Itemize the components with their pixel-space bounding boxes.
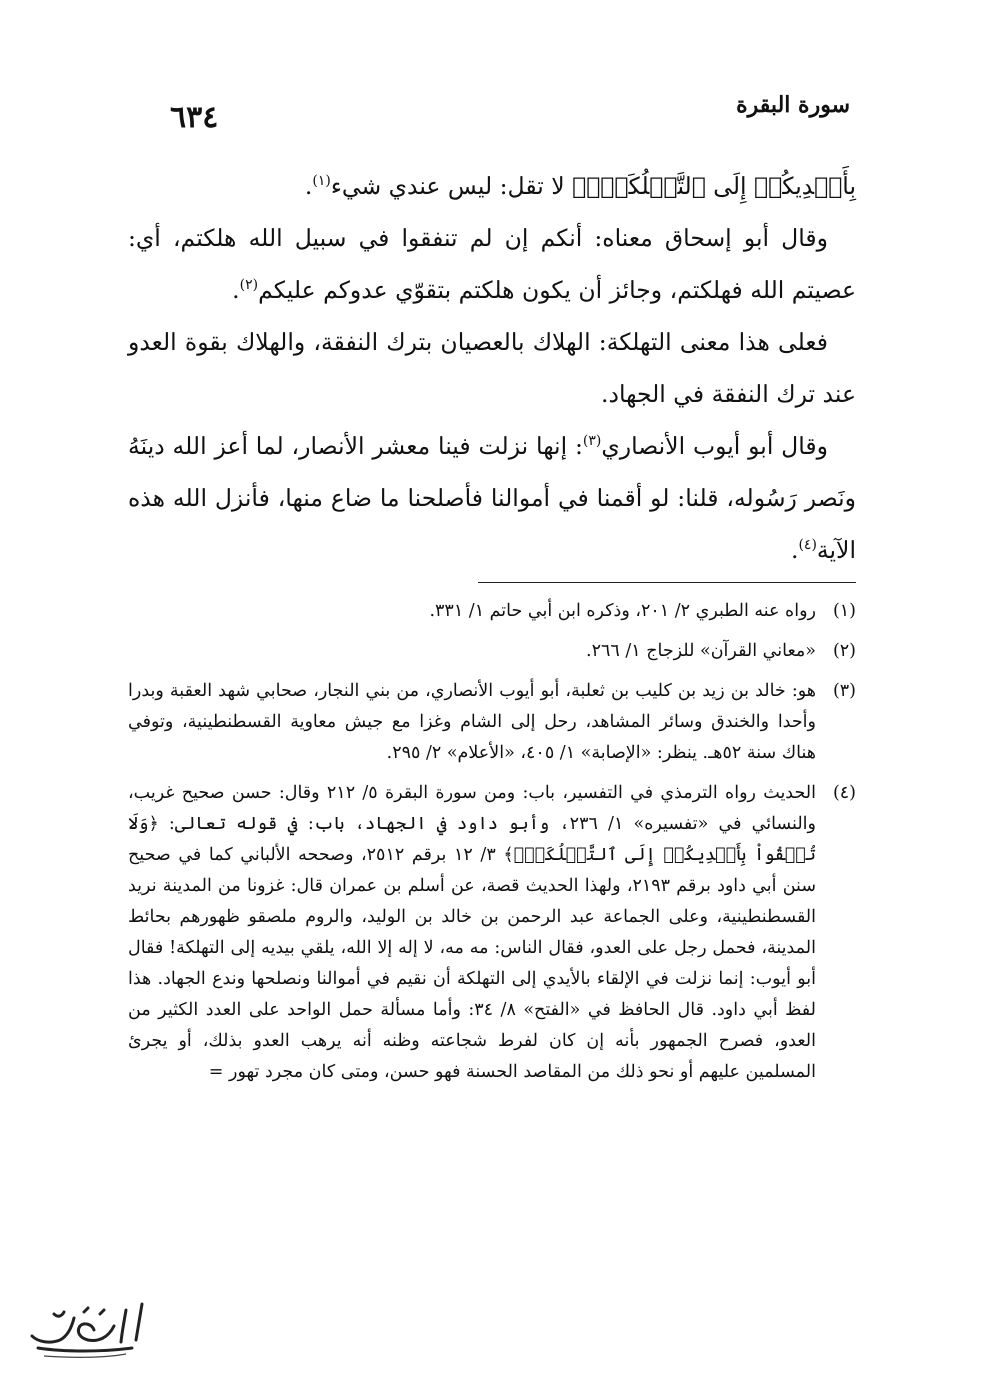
paragraph-2-end: . <box>232 276 240 304</box>
footnote-number: (٣) <box>832 681 856 701</box>
paragraph-2-text: وقال أبو إسحاق معناه: أنكم إن لم تنفقوا في سبيل الله هلكتم، أي: عصيتم الله فهلكتم، وجائز أن يكون هلكتم بتقوّي عدوكم عليكم <box>128 224 856 304</box>
paragraph-1-text: لا تقل: ليس عندي شيء <box>330 172 573 200</box>
paragraph-1 <box>128 160 856 212</box>
watermark-logo <box>14 1296 154 1362</box>
footnote-item <box>128 636 856 667</box>
quran-verse: بِأَيۡدِيكُمۡ إِلَى ٱلتَّهۡلُكَةِۛ﴾ <box>572 172 856 200</box>
footnote-ref-1[interactable]: (١) <box>312 173 331 190</box>
footnote-ref-4[interactable]: (٤) <box>798 537 817 554</box>
page-number: ٦٣٤ <box>170 100 219 135</box>
footnote-item <box>128 778 856 1088</box>
calligraphy-logo-icon <box>14 1296 154 1362</box>
paragraph-4-text-b: : إنها نزلت فينا معشر الأنصار، لما أعز الله دينَهُ ونَصر رَسُوله، قلنا: لو أقمنا في أموالنا فأصلحنا ما ضاع منها، فأنزل الله هذه الآية <box>128 432 856 564</box>
paragraph-2 <box>128 212 856 316</box>
footnote-number: (٢) <box>832 641 856 661</box>
footnote-ref-2[interactable]: (٢) <box>239 277 259 294</box>
footnote-number: (٤) <box>832 783 856 803</box>
paragraph-4-text-a: وقال أبو أيوب الأنصاري <box>601 432 829 460</box>
paragraph-1-end: . <box>304 172 313 200</box>
footnote-item <box>128 596 856 627</box>
page-header <box>150 92 850 142</box>
paragraph-4 <box>128 420 856 576</box>
footnote-separator <box>478 582 856 583</box>
paragraph-4-end: . <box>790 536 799 564</box>
footnotes <box>128 596 856 1097</box>
footnote-ref-3[interactable]: (٣) <box>582 433 602 450</box>
footnote-item <box>128 676 856 769</box>
footnote-text: هو: خالد بن زيد بن كليب بن ثعلبة، أبو أيوب الأنصاري، من بني النجار، صحابي شهد العقبة وبدرا وأحدا والخندق وسائر المشاهد، رحل إلى الشام وغزا مع جيش معاوية القسطنطينية، وتوفي هناك سنة ٥٢هـ. ينظر: «الإصابة» ١/ ٤٠٥، «الأعلام» ٢/ ٢٩٥. <box>128 681 816 763</box>
footnote-text: «معاني القرآن» للزجاج ١/ ٢٦٦. <box>585 641 816 661</box>
footnote-text: الحديث رواه الترمذي في التفسير، باب: ومن سورة البقرة ٥/ ٢١٢ وقال: حسن صحيح غريب، والنسائي في «تفسيره» ١/ ٢٣٦، وأبو داود في الجهاد، باب: في قوله تعالى: ﴿وَلَا تُلۡقُواْ بِأَيۡدِيكُمۡ إِلَى ٱلتَّهۡلُكَةِۛ﴾ ٣/ ١٢ برقم ٢٥١٢، وصححه الألباني كما في صحيح سنن أبي داود برقم ٢١٩٣، ولهذا الحديث قصة، عن أسلم بن عمران قال: غزونا من المدينة نريد القسطنطينية، وعلى الجماعة عبد الرحمن بن خالد بن الوليد، والروم ملصقو ظهورهم بحائط المدينة، فحمل رجل على العدو، فقال الناس: مه مه، لا إله إلا الله، يلقي بيديه إلى التهلكة! فقال أبو أيوب: إنما نزلت في الإلقاء بالأيدي إلى التهلكة أن نقيم في أموالنا ونصلحها وندع الجهاد. هذا لفظ أبي داود. قال الحافظ في «الفتح» ٨/ ٣٤: وأما مسألة حمل الواحد على العدد الكثير من العدو، فصرح الجمهور بأنه إن كان لفرط شجاعته وظنه أنه يرهب العدو بذلك، أو يجرئ المسلمين عليهم أو نحو ذلك من المقاصد الحسنة فهو حسن، ومتى كان مجرد تهور = <box>128 783 816 1082</box>
footnote-number: (١) <box>832 601 856 621</box>
paragraph-3-text: فعلى هذا معنى التهلكة: الهلاك بالعصيان بترك النفقة، والهلاك بقوة العدو عند ترك النفقة في الجهاد. <box>128 328 856 408</box>
paragraph-3 <box>128 316 856 420</box>
footnote-text: رواه عنه الطبري ٢/ ٢٠١، وذكره ابن أبي حاتم ١/ ٣٣١. <box>429 601 816 621</box>
main-text <box>128 160 856 576</box>
surah-title: سورة البقرة <box>736 92 850 118</box>
